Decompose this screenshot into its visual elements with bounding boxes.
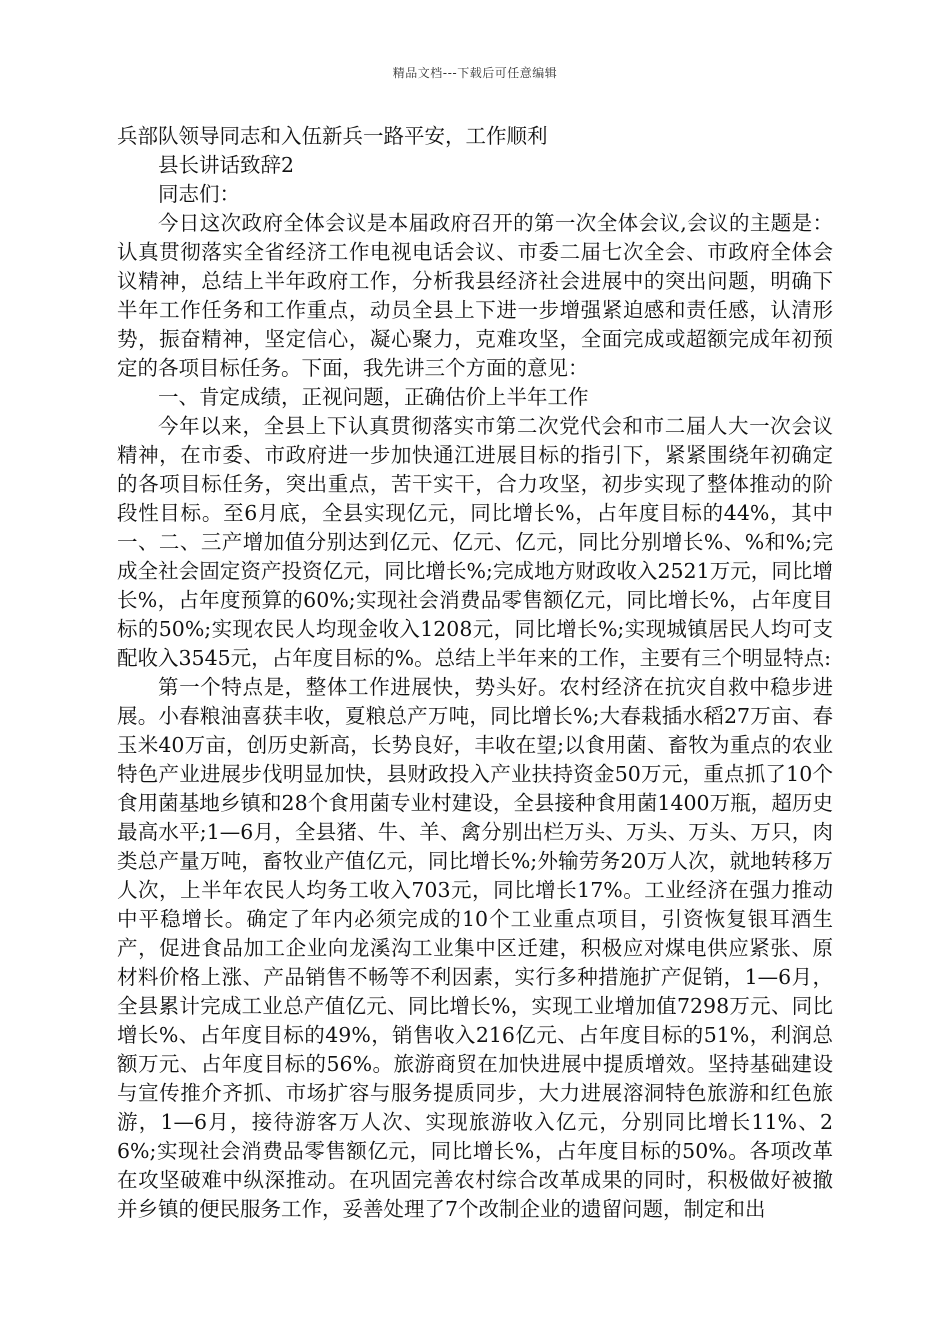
heading-part-one: 一、肯定成绩，正视问题，正确估价上半年工作 — [158, 385, 589, 409]
paragraph-feature-one: 第一个特点是，整体工作进展快，势头好。农村经济在抗灾自救中稳步进展。小春粮油喜获丰收，夏粮总产万吨，同比增长%;大春栽插水稻27万亩、春玉米40万亩，创历史新高，长势良好，丰收在望;以食用菌、畜牧为重点的农业特色产业进展步伐明显加快，县财政投入产业扶持资金50万元，重点抓了10个食用菌基地乡镇和28个食用菌专业村建设，全县接种食用菌1400万瓶，超历史最高水平;1—6月，全县猪、牛、羊、禽分别出栏万头、万头、万头、万只，肉类总产量万吨，畜牧业产值亿元，同比增长%;外输劳务20万人次，就地转移万人次，上半年农民人均务工收入703元，同比增长17%。工业经济在强力推动中平稳增长。确定了年内必须完成的10个工业重点项目，引资恢复银耳酒生产，促进食品加工企业向龙溪沟工业集中区迁建，积极应对煤电供应紧张、原材料价格上涨、产品销售不畅等不利因素，实行多种措施扩产促销，1—6月，全县累计完成工业总产值亿元、同比增长%，实现工业增加值7298万元、同比增长%、占年度目标的49%，销售收入216亿元、占年度目标的51%，利润总额万元、占年度目标的56%。旅游商贸在加快进展中提质增效。坚持基础建设与宣传推介齐抓、市场扩容与服务提质同步，大力进展溶洞特色旅游和红色旅游，1—6月，接待游客万人次、实现旅游收入亿元，分别同比增长11%、26%;实现社会消费品零售额亿元，同比增长%，占年度目标的50%。各项改革在攻坚破难中纵深推动。在巩固完善农村综合改革成果的同时，积极做好被撤并乡镇的便民服务工作，妥善处理了7个改制企业的遗留问题，制定和出 — [117, 675, 833, 1221]
page-header: 精品文档---下载后可任意编辑 — [392, 66, 558, 80]
salutation: 同志们： — [158, 182, 240, 206]
paragraph-intro: 今日这次政府全体会议是本届政府召开的第一次全体会议,会议的主题是：认真贯彻落实全省经济工作电视电话会议、市委二届七次全会、市政府全体会议精神，总结上半年政府工作，分析我县经济社会进展中的突出问题，明确下半年工作任务和工作重点，动员全县上下进一步增强紧迫感和责任感，认清形势，振奋精神，坚定信心，凝心聚力，克难攻坚，全面完成或超额完成年初预定的各项目标任务。下面，我先讲三个方面的意见： — [117, 211, 833, 380]
paragraph-continuation: 兵部队领导同志和入伍新兵一路平安，工作顺利 — [117, 124, 548, 148]
section-title: 县长讲话致辞2 — [158, 153, 295, 177]
document-body — [117, 122, 833, 1224]
paragraph-summary: 今年以来，全县上下认真贯彻落实市第二次党代会和市二届人大一次会议精神，在市委、市政府进一步加快通江进展目标的指引下，紧紧围绕年初确定的各项目标任务，突出重点，苦干实干，合力攻坚，初步实现了整体推动的阶段性目标。至6月底，全县实现亿元，同比增长%，占年度目标的44%，其中一、二、三产增加值分别达到亿元、亿元、亿元，同比分别增长%、%和%;完成全社会固定资产投资亿元，同比增长%;完成地方财政收入2521万元，同比增长%，占年度预算的60%;实现社会消费品零售额亿元，同比增长%，占年度目标的50%;实现农民人均现金收入1208元，同比增长%;实现城镇居民人均可支配收入3545元，占年度目标的%。总结上半年来的工作，主要有三个明显特点: — [117, 414, 833, 670]
